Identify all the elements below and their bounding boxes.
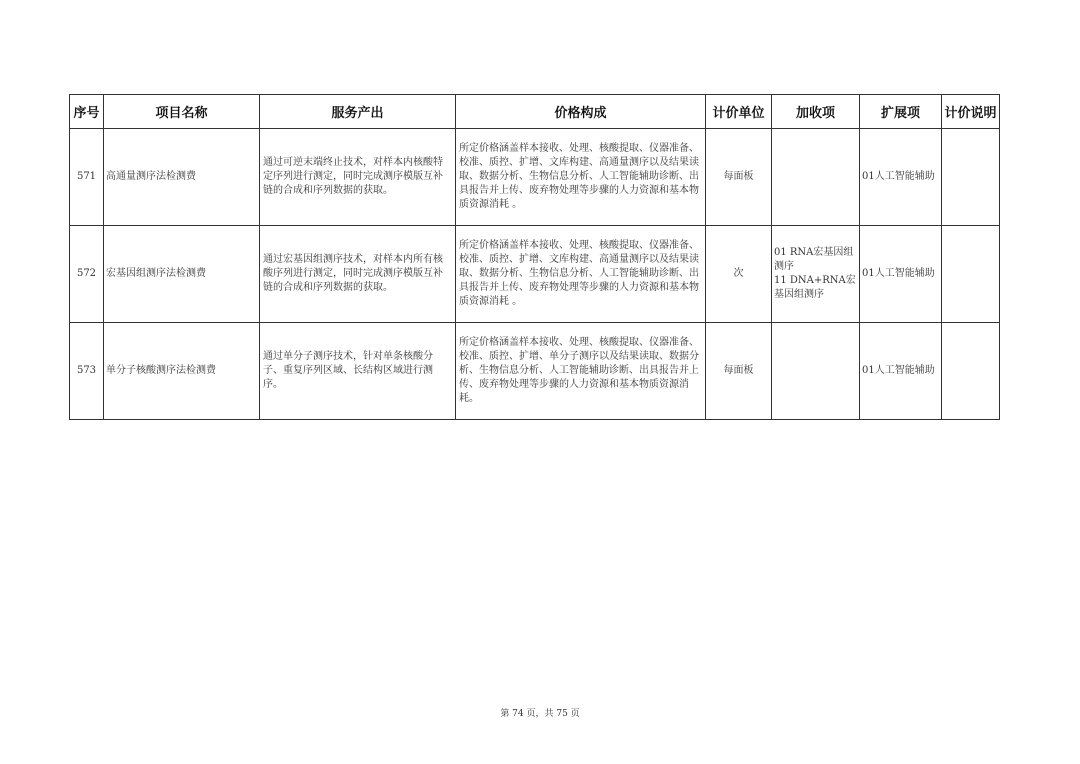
cell-price: 所定价格涵盖样本接收、处理、核酸提取、仪器准备、校准、质控、扩增、文库构建、高通量测序以及结果读取、数据分析、生物信息分析、人工智能辅助诊断、出具报告并上传、废弃物处理等步骤的人力资源和基本物质资源消耗 。	[456, 226, 706, 323]
cell-ext: 01人工智能辅助	[860, 226, 942, 323]
table-row	[70, 226, 1000, 323]
add-item: 01 RNA宏基因组测序 11 DNA+RNA宏基因组测序	[774, 247, 856, 300]
cell-desc	[942, 226, 1000, 323]
cell-ext: 01人工智能辅助	[860, 323, 942, 420]
cell-service: 通过宏基因组测序技术，对样本内所有核酸序列进行测定，同时完成测序模版互补链的合成和序列数据的获取。	[260, 226, 456, 323]
header-unit: 计价单位	[706, 95, 772, 129]
header-price: 价格构成	[456, 95, 706, 129]
cell-service: 通过可逆末端终止技术，对样本内核酸特定序列进行测定，同时完成测序模版互补链的合成和序列数据的获取。	[260, 129, 456, 226]
header-num: 序号	[70, 95, 104, 129]
price-table	[69, 94, 1000, 420]
cell-unit: 每面板	[706, 129, 772, 226]
cell-num: 572	[70, 226, 104, 323]
cell-service: 通过单分子测序技术，针对单条核酸分子、重复序列区域、长结构区域进行测序。	[260, 323, 456, 420]
cell-add	[772, 226, 860, 323]
cell-desc	[942, 323, 1000, 420]
cell-add	[772, 323, 860, 420]
cell-name: 单分子核酸测序法检测费	[104, 323, 260, 420]
header-desc: 计价说明	[942, 95, 1000, 129]
cell-num: 571	[70, 129, 104, 226]
cell-price: 所定价格涵盖样本接收、处理、核酸提取、仪器准备、校准、质控、扩增、单分子测序以及结果读取、数据分析、生物信息分析、人工智能辅助诊断、出具报告并上传、废弃物处理等步骤的人力资源和基本物质资源消耗。	[456, 323, 706, 420]
cell-name: 高通量测序法检测费	[104, 129, 260, 226]
cell-name: 宏基因组测序法检测费	[104, 226, 260, 323]
header-service: 服务产出	[260, 95, 456, 129]
cell-unit: 次	[706, 226, 772, 323]
header-ext: 扩展项	[860, 95, 942, 129]
cell-unit: 每面板	[706, 323, 772, 420]
cell-add	[772, 129, 860, 226]
cell-price: 所定价格涵盖样本接收、处理、核酸提取、仪器准备、校准、质控、扩增、文库构建、高通量测序以及结果读取、数据分析、生物信息分析、人工智能辅助诊断、出具报告并上传、废弃物处理等步骤的人力资源和基本物质资源消耗 。	[456, 129, 706, 226]
table-row	[70, 129, 1000, 226]
table-row	[70, 323, 1000, 420]
page-footer: 第 74 页，共 75 页	[500, 709, 580, 719]
header-add: 加收项	[772, 95, 860, 129]
cell-desc	[942, 129, 1000, 226]
cell-ext: 01人工智能辅助	[860, 129, 942, 226]
table-header-row	[70, 95, 1000, 129]
header-name: 项目名称	[104, 95, 260, 129]
cell-num: 573	[70, 323, 104, 420]
